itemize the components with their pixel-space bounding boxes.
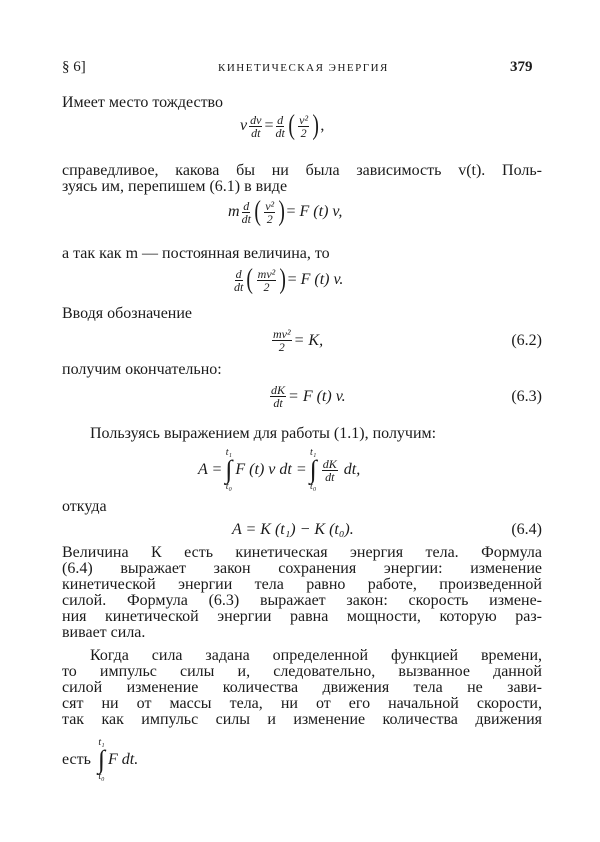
numerator: v² <box>265 198 275 213</box>
denominator: 2 <box>266 211 273 226</box>
integrand: dt, <box>343 461 361 478</box>
page-number: 379 <box>510 59 533 75</box>
section-marker: § 6] <box>62 59 86 75</box>
text-line: то импульс силы и, следовательно, вызванное данной <box>62 663 542 680</box>
fraction <box>272 328 292 353</box>
denominator: 2 <box>263 279 270 294</box>
denominator: dt <box>275 125 285 140</box>
text-line: Имеет место тождество <box>62 94 223 111</box>
text-line: откуда <box>62 498 107 515</box>
numerator: d <box>277 112 284 127</box>
fraction <box>270 384 286 409</box>
text-line: кинетической энергии тела равно работе, произведенной <box>62 576 542 593</box>
fraction <box>322 458 338 483</box>
fraction <box>257 268 277 293</box>
eq-term: v <box>240 117 248 134</box>
eq-rhs: F (t) v. <box>300 271 344 288</box>
fraction <box>242 200 251 225</box>
numerator: d <box>243 198 250 213</box>
text-line: получим окончательно: <box>62 361 222 378</box>
equation-6-2 <box>270 328 542 353</box>
equals: = <box>286 203 296 220</box>
text-line: так как импульс силы и изменение количества движения <box>62 711 542 728</box>
fraction <box>249 114 262 139</box>
text-line: Когда сила задана определенной функцией времени, <box>90 647 542 664</box>
running-title: КИНЕТИЧЕСКАЯ ЭНЕРГИЯ <box>218 62 389 74</box>
eq-rhs: = F (t) v. <box>288 387 346 405</box>
fraction <box>264 200 275 225</box>
equation-number: (6.3) <box>511 387 542 405</box>
equation-rewritten: m $\frac{d}{dt}$ ( $\frac{\text{v²}}{2}$ ) = F (t) v, <box>228 196 343 227</box>
numerator: mv² <box>273 327 291 341</box>
denominator: dt <box>325 469 335 484</box>
upper-limit: t₁ <box>98 737 105 748</box>
equals: = <box>264 117 274 134</box>
text-line: ния кинетической энергии равна мощности, которую раз- <box>62 608 542 625</box>
equation-identity: v $\frac{dv}{dt}$ = $\frac{d}{dt}$ ( $\frac{\text{v²}}{2}$ ) , <box>240 110 325 141</box>
text-line: Пользуясь выражением для работы (1.1), получим: <box>90 425 437 442</box>
eq-lhs: A = <box>198 461 223 478</box>
denominator: 2 <box>300 125 307 140</box>
text-line: (6.4) выражает закон сохранения энергии: изменение <box>62 560 542 577</box>
lower-limit: t₀ <box>225 481 232 492</box>
text-line: зуясь им, перепишем (6.1) в виде <box>62 178 288 195</box>
integral: t₁ ∫ t₀ <box>97 737 106 782</box>
eq-rhs: F (t) v, <box>299 203 343 220</box>
numerator: dK <box>322 456 337 471</box>
lower-limit: t₀ <box>98 771 105 782</box>
numerator: mv² <box>257 266 276 281</box>
text-line: силой. Формула (6.3) выражает закон: скорость измене- <box>62 592 542 609</box>
denominator: dt <box>251 125 261 140</box>
text-line: силой изменение количества движения тела не зави- <box>62 679 542 696</box>
eq-rhs: = K, <box>293 331 324 349</box>
denominator: dt <box>273 396 283 410</box>
eq-term: m <box>228 203 240 220</box>
denominator: 2 <box>278 340 285 354</box>
equals: = <box>287 271 297 288</box>
equation-work-integral <box>198 448 360 492</box>
numerator: dv <box>250 112 262 127</box>
text-line: Вводя обозначение <box>62 305 193 322</box>
upper-limit: t₁ <box>310 447 317 458</box>
integrand: F (t) v dt = <box>235 461 307 478</box>
integral: t₁ ∫ t₀ <box>225 447 233 492</box>
denominator: dt <box>241 211 251 226</box>
lower-limit: t₀ <box>310 481 317 492</box>
equation-6-3 <box>268 384 542 409</box>
eq-punct: , <box>320 117 325 134</box>
fraction <box>275 114 284 139</box>
denominator: dt <box>234 279 244 294</box>
text-prefix: есть <box>62 751 91 768</box>
text-line: вивает сила. <box>62 624 146 641</box>
equation-number: (6.4) <box>511 521 542 538</box>
integral: t₁ ∫ t₀ <box>309 447 317 492</box>
numerator: dK <box>271 383 286 397</box>
equation-impulse <box>62 738 138 782</box>
eq-expression: A = K (t₁) − K (t₀). <box>232 521 354 538</box>
text-line: Величина К есть кинетическая энергия тела. Формула <box>62 544 542 561</box>
numerator: v² <box>299 112 309 127</box>
text-line: справедливое, какова бы ни была зависимость v(t). Поль- <box>62 162 542 179</box>
text-line: а так как m — постоянная величина, то <box>62 245 330 262</box>
equation-number: (6.2) <box>511 331 542 349</box>
equation-6-4 <box>232 521 542 539</box>
integrand: F dt. <box>108 751 139 768</box>
text-line: сят ни от массы тела, ни от его начальной скорости, <box>62 695 542 712</box>
equation-const-mass: $\frac{d}{dt}$ ( $\frac{\text{mv²}}{2}$ ) = F (t) v. <box>234 264 344 295</box>
numerator: d <box>235 266 242 281</box>
fraction <box>234 268 243 293</box>
fraction <box>298 114 309 139</box>
upper-limit: t₁ <box>225 447 232 458</box>
